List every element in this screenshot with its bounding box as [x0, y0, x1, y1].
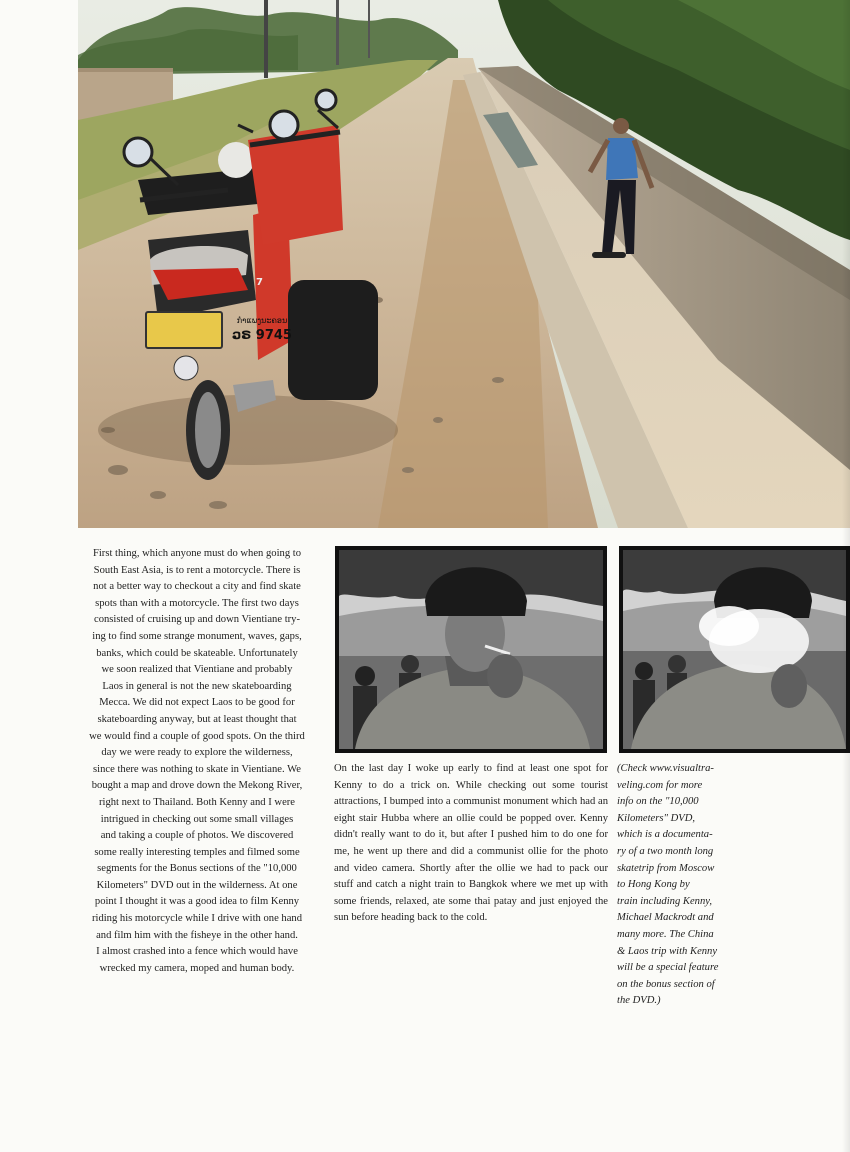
article-line: skateboarding anyway, but at least thought that	[97, 713, 297, 725]
article-column-left	[78, 546, 316, 977]
note-line: skatetrip from Moscow	[617, 862, 715, 874]
article-column-middle	[334, 761, 608, 927]
article-line: Mecca. We did not expect Laos to be good for	[99, 697, 295, 709]
number-badge: 7	[256, 277, 263, 288]
note-line: ry of a two month long	[617, 845, 714, 857]
article-line: and taking a couple of photos. We discovered	[100, 830, 294, 842]
note-line: veling.com for more	[617, 779, 703, 791]
article-line: bought a map and drove down the Mekong River,	[91, 780, 303, 792]
note-line: will be a special feature	[617, 962, 719, 974]
note-line: Michael Mackrodt and	[617, 912, 714, 924]
note-line: the DVD.)	[617, 995, 661, 1007]
article-line: and film him with the fisheye in the other hand.	[96, 929, 298, 941]
article-line: intrigued in checking out some small villages	[100, 813, 294, 825]
article-line: not a better way to checkout a city and find skate	[93, 581, 301, 593]
article-column-right-note	[617, 761, 739, 1010]
article-line: point I thought it was a good idea to film Kenny	[94, 896, 300, 908]
article-paragraph: On the last day I woke up early to find at least one spot for Kenny to do a trick on. While checking out some tourist attractions, I bumped into a communist monument which had an eight stair Hubba where an ollie could be popped over. Kenny didn't really want to do it, but after I pushed him to do one for me, he went up there and did a communist ollie for the photo and video camera. Shortly after the ollie we had to pack our stuff and catch a night train to Bangkok where we met up with some friends, relaxed, ate some thai patay and just enjoyed the sun before heading back to the cold.	[334, 763, 608, 924]
article-line: banks, which could be skateable. Unfortunately	[96, 647, 298, 659]
note-line: which is a documenta-	[617, 829, 713, 841]
article-line: spots than with a motorcycle. The first two days	[95, 597, 299, 609]
article-line: we would find a couple of good spots. On the third	[89, 730, 305, 742]
note-line: Kilometers" DVD,	[617, 812, 696, 824]
license-plate	[226, 313, 298, 347]
article-line: day we were ready to explore the wilderness,	[101, 747, 293, 759]
article-line: I almost crashed into a fence which would have	[96, 946, 298, 958]
page-edge-shadow	[842, 0, 850, 1152]
main-photo-motorcycle-canal	[78, 0, 850, 528]
article-line: right next to Thailand. Both Kenny and I were	[98, 796, 296, 808]
bw-photo-man-smoking	[619, 546, 850, 753]
article-line: some really interesting temples and filmed some	[94, 846, 300, 858]
article-line: wrecked my camera, moped and human body.	[99, 962, 295, 974]
license-plate-line1: ກຳແພງນະຄອນ	[236, 316, 288, 325]
article-line: we soon realized that Vientiane and probably	[101, 664, 293, 676]
article-line: First thing, which anyone must do when going to	[92, 548, 302, 559]
note-line: on the bonus section of	[617, 978, 715, 990]
article-line: Laos in general is not the new skateboarding	[102, 680, 292, 692]
note-line: many more. The China	[617, 928, 714, 940]
bw-photo-man-lighting-cigarette	[335, 546, 607, 753]
note-line: & Laos trip with Kenny	[617, 945, 718, 957]
note-line: info on the "10,000	[617, 796, 699, 808]
article-line: Kilometers" DVD out in the wilderness. At one	[96, 879, 298, 891]
note-line: train including Kenny,	[617, 895, 713, 907]
license-plate-line2: ວຣ 9745	[232, 328, 292, 343]
article-line: ing to find some strange monument, waves, gaps,	[92, 630, 302, 642]
article-line: since there was nothing to skate in Vientiane. We	[93, 763, 301, 775]
article-line: segments for the Bonus sections of the "10,000	[97, 863, 297, 875]
article-line: riding his motorcycle while I drive with one hand	[91, 913, 303, 925]
note-line: (Check www.visualtra-	[617, 763, 714, 774]
article-line: consisted of cruising up and down Vientiane try-	[94, 614, 300, 626]
note-line: to Hong Kong by	[617, 879, 690, 891]
article-line: South East Asia, is to rent a motorcycle. There is	[93, 564, 301, 576]
